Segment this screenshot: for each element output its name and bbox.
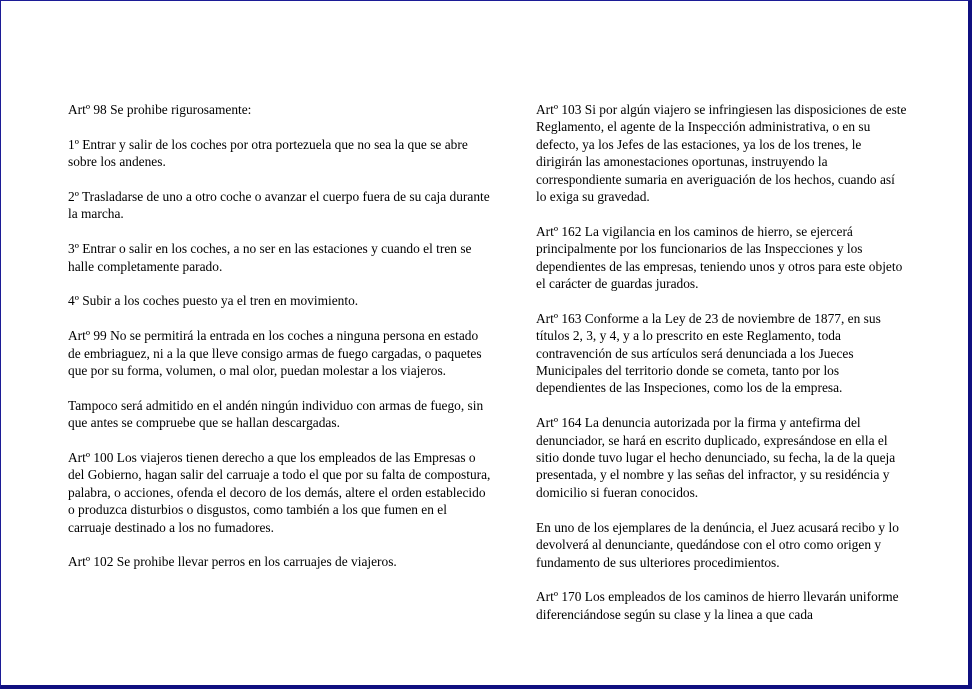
paragraph-item-2: 2º Trasladarse de uno a otro coche o avanzar el cuerpo fuera de su caja durante la marcha.	[68, 189, 490, 222]
paragraph-art-170: Artº 170 Los empleados de los caminos de hierro llevarán uniforme diferenciándose según su clase y la linea a que cada	[536, 589, 899, 622]
paragraph-item-3: 3º Entrar o salir en los coches, a no ser en las estaciones y cuando el tren se halle completamente parado.	[68, 241, 472, 274]
paragraph-art-100: Artº 100 Los viajeros tienen derecho a que los empleados de las Empresas o del Gobierno, hagan salir del carruaje a todo el que por su falta de compostura, palabra, o acciones, ofenda el decoro de los demás, altere el orden establecido o produzca disturbios o disgustos, como también a los que fumen en el carruaje destinado a los no fumadores.	[68, 450, 491, 535]
right-column	[536, 101, 908, 641]
paragraph-art-103: Artº 103 Si por algún viajero se infringiesen las disposiciones de este Reglamento, el agente de la Inspección administrativa, o en su defecto, ya los Jefes de las estaciones, ya los de los trenes, le dirigirán las amonestaciones oportunas, instruyendo la correspondiente sumaria en averiguación de los hechos, cuando así lo exiga su gravedad.	[536, 102, 907, 205]
paragraph-art-98: Artº 98 Se prohibe rigurosamente:	[68, 102, 252, 117]
paragraph-art-102: Artº 102 Se prohibe llevar perros en los carruajes de viajeros.	[68, 554, 397, 570]
paragraph-item-1: 1º Entrar y salir de los coches por otra portezuela que no sea la que se abre sobre los andenes.	[68, 136, 468, 170]
paragraph-art-162: Artº 162 La vigilancia en los caminos de hierro, se ejercerá principalmente por los funcionarios de las Inspecciones y los dependientes de las empresas, teniendo unos y otros para este objeto el carácter de guardas jurados.	[536, 223, 903, 292]
paragraph-art-99: Artº 99 No se permitirá la entrada en los coches a ninguna persona en estado de embriaguez, ni a la que lleve consigo armas de fuego cargadas, o paquetes que por su forma, volumen, o mal olor, puedan molestar a los viajeros.	[68, 328, 482, 379]
paragraph-denuncia: En uno de los ejemplares de la denúncia, el Juez acusará recibo y lo devolverá al denunciante, quedándose con el otro como origen y fundamento de sus ulteriores procedimientos.	[536, 519, 899, 570]
paragraph-art-164: Artº 164 La denuncia autorizada por la firma y antefirma del denunciador, se hará en escrito duplicado, expresándose en ella el sitio donde tuvo lugar el hecho denunciado, su fecha, la de la queja presentada, y el nombre y las señas del infractor, y su residéncia y domicilio si fueran conocidos.	[536, 415, 896, 500]
paragraph-art-163: Artº 163 Conforme a la Ley de 23 de noviembre de 1877, en sus títulos 2, 3, y 4, y a lo prescrito en este Reglamento, toda contravención de sus artículos será denunciada a los Jueces Municipales del territorio donde se cometa, tanto por los dependientes de las Inspeciones, como los de la empresa.	[536, 310, 881, 396]
paragraph-item-4: 4º Subir a los coches puesto ya el tren en movimiento.	[68, 293, 359, 309]
paragraph-tampoco: Tampoco será admitido en el andén ningún individuo con armas de fuego, sin que antes se compruebe que se hallan descargadas.	[68, 397, 484, 431]
left-column	[68, 101, 492, 588]
